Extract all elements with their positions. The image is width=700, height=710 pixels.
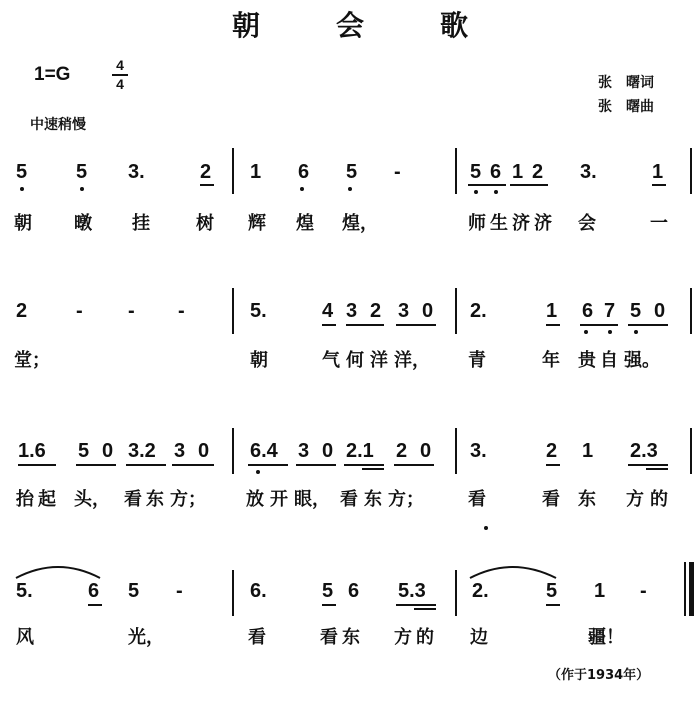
note: 5: [76, 161, 88, 183]
lyric: 生: [490, 213, 508, 234]
barline: [232, 148, 234, 194]
lyric: 一: [650, 213, 668, 234]
note: 7: [604, 300, 616, 322]
barline: [455, 148, 457, 194]
note: 6.4: [250, 440, 278, 462]
lyric: 看: [320, 627, 338, 648]
meter-top: 4: [116, 57, 124, 73]
lyric: 东: [146, 489, 164, 510]
underline: [546, 324, 560, 326]
lyric: 贵: [578, 350, 596, 371]
note: -: [176, 580, 183, 602]
note: 3.: [580, 161, 597, 183]
note: 2: [200, 161, 212, 183]
underline: [652, 184, 666, 186]
note: 5: [16, 161, 28, 183]
note: 5: [128, 580, 140, 602]
slur-layer: [0, 552, 700, 582]
note: 6: [490, 161, 502, 183]
lyric: 看: [340, 489, 358, 510]
lyric: 放: [246, 489, 264, 510]
lyric: 济: [534, 213, 552, 234]
underline: [510, 184, 548, 186]
lyric: 东: [364, 489, 382, 510]
underline: [468, 184, 506, 186]
note: -: [76, 300, 83, 322]
lyric: 青: [468, 350, 486, 371]
underline: [322, 604, 336, 606]
note: 3: [346, 300, 358, 322]
note: 2.3: [630, 440, 658, 462]
title-char: 歌: [440, 9, 469, 42]
note: 5: [546, 580, 558, 602]
note: 1.6: [18, 440, 46, 462]
underline: [546, 604, 560, 606]
barline: [455, 428, 457, 474]
barline: [232, 428, 234, 474]
lyric: 年: [542, 350, 560, 371]
low-octave-dot: [300, 187, 304, 191]
lyric: 方；: [388, 489, 424, 510]
low-octave-dot: [608, 330, 612, 334]
note: 6: [298, 161, 310, 183]
underline: [344, 464, 384, 466]
lyric: 光，: [128, 627, 164, 648]
underline: [346, 324, 384, 326]
note: 5.: [16, 580, 33, 602]
lyric: 风: [16, 627, 34, 648]
note: 6.: [250, 580, 267, 602]
note: 6: [88, 580, 100, 602]
lyric: 看: [124, 489, 142, 510]
note: 2: [396, 440, 408, 462]
lyric: 何: [346, 350, 364, 371]
lyric: 树: [196, 213, 214, 234]
note: 3.: [470, 440, 487, 462]
lyric: 东: [578, 489, 596, 510]
underline: [248, 464, 288, 466]
lyric: 方: [626, 489, 644, 510]
underline: [580, 324, 618, 326]
lyric: 济: [512, 213, 530, 234]
underline: [296, 464, 336, 466]
lyric: 挂: [132, 213, 150, 234]
lyric: 看: [248, 627, 266, 648]
key-signature: 1=G: [34, 64, 71, 85]
note: 1: [250, 161, 262, 183]
barline: [455, 288, 457, 334]
low-octave-dot: [584, 330, 588, 334]
note: 1: [652, 161, 664, 183]
note: 0: [422, 300, 434, 322]
date-note: （作于1934年）: [548, 668, 650, 683]
low-octave-dot: [20, 187, 24, 191]
note: -: [178, 300, 185, 322]
low-octave-dot: [634, 330, 638, 334]
lyric: 煌: [296, 213, 314, 234]
lyric: 看: [542, 489, 560, 510]
low-octave-dot: [256, 470, 260, 474]
barline: [690, 428, 692, 474]
underline: [396, 604, 436, 606]
tempo-marking: 中速稍慢: [30, 117, 86, 133]
song-title: [0, 4, 700, 44]
note: 6: [582, 300, 594, 322]
lyric: 洋: [370, 350, 388, 371]
note: 5: [470, 161, 482, 183]
note: 4: [322, 300, 334, 322]
underline: [646, 468, 668, 470]
lyric: 堂；: [14, 350, 50, 371]
low-octave-dot: [474, 190, 478, 194]
note: 2: [532, 161, 544, 183]
note: 0: [420, 440, 432, 462]
underline: [88, 604, 102, 606]
note: 5.: [250, 300, 267, 322]
lyric: 疆！: [588, 627, 624, 648]
lyric: 看: [468, 489, 486, 510]
note: 5: [78, 440, 90, 462]
underline: [628, 464, 668, 466]
lyric: 眼，: [294, 489, 330, 510]
underline: [546, 464, 560, 466]
lyric: 头，: [74, 489, 110, 510]
note: 2.: [470, 300, 487, 322]
lyric: 抬: [16, 489, 34, 510]
underline: [172, 464, 214, 466]
note: -: [128, 300, 135, 322]
lyric: 自: [600, 350, 618, 371]
note: 5: [322, 580, 334, 602]
note: 2: [16, 300, 28, 322]
note: 0: [102, 440, 114, 462]
lyric: 师: [468, 213, 486, 234]
low-octave-dot: [494, 190, 498, 194]
note: 5.3: [398, 580, 426, 602]
underline: [200, 184, 214, 186]
barline: [232, 288, 234, 334]
note: 3: [298, 440, 310, 462]
note: 3.2: [128, 440, 156, 462]
lyric: 的: [416, 627, 434, 648]
note: 2.: [472, 580, 489, 602]
note: -: [640, 580, 647, 602]
note: 2: [546, 440, 558, 462]
note: 0: [654, 300, 666, 322]
note: 5: [346, 161, 358, 183]
lyric: 的: [650, 489, 668, 510]
note: 1: [582, 440, 594, 462]
note: 1: [512, 161, 524, 183]
underline: [362, 468, 384, 470]
lyric: 会: [578, 213, 596, 234]
lyric: 方；: [170, 489, 206, 510]
underline: [322, 324, 336, 326]
note: 0: [198, 440, 210, 462]
lyric: 强。: [624, 350, 660, 371]
note: 5: [630, 300, 642, 322]
time-signature: [112, 58, 128, 92]
meter-bottom: 4: [116, 76, 124, 92]
note: 3: [174, 440, 186, 462]
note: -: [394, 161, 401, 183]
lyric: 边: [470, 627, 488, 648]
low-octave-dot: [348, 187, 352, 191]
composer-credit: 张 曙曲: [598, 99, 654, 115]
underline: [396, 324, 436, 326]
lyric: 开: [270, 489, 288, 510]
lyric: 辉: [248, 213, 266, 234]
underline: [126, 464, 166, 466]
slur: [16, 567, 100, 578]
stray-mark: [484, 526, 488, 530]
lyricist-credit: 张 曙词: [598, 75, 654, 91]
note: 6: [348, 580, 360, 602]
underline: [18, 464, 56, 466]
underline: [414, 608, 436, 610]
low-octave-dot: [80, 187, 84, 191]
note: 2: [370, 300, 382, 322]
lyric: 东: [342, 627, 360, 648]
underline: [76, 464, 116, 466]
note: 1: [594, 580, 606, 602]
note: 3.: [128, 161, 145, 183]
title-char: 会: [335, 9, 364, 42]
title-char: 朝: [231, 9, 260, 42]
slur: [470, 567, 556, 578]
lyric: 方: [394, 627, 412, 648]
lyric: 朝: [14, 213, 32, 234]
lyric: 煌，: [342, 213, 378, 234]
lyric: 朝: [250, 350, 268, 371]
barline: [690, 148, 692, 194]
note: 1: [546, 300, 558, 322]
note: 0: [322, 440, 334, 462]
lyric: 气: [322, 350, 340, 371]
underline: [628, 324, 668, 326]
underline: [394, 464, 434, 466]
note: 2.1: [346, 440, 374, 462]
lyric: 暾: [74, 213, 92, 234]
note: 3: [398, 300, 410, 322]
lyric: 洋，: [394, 350, 430, 371]
barline: [690, 288, 692, 334]
lyric: 起: [38, 489, 56, 510]
